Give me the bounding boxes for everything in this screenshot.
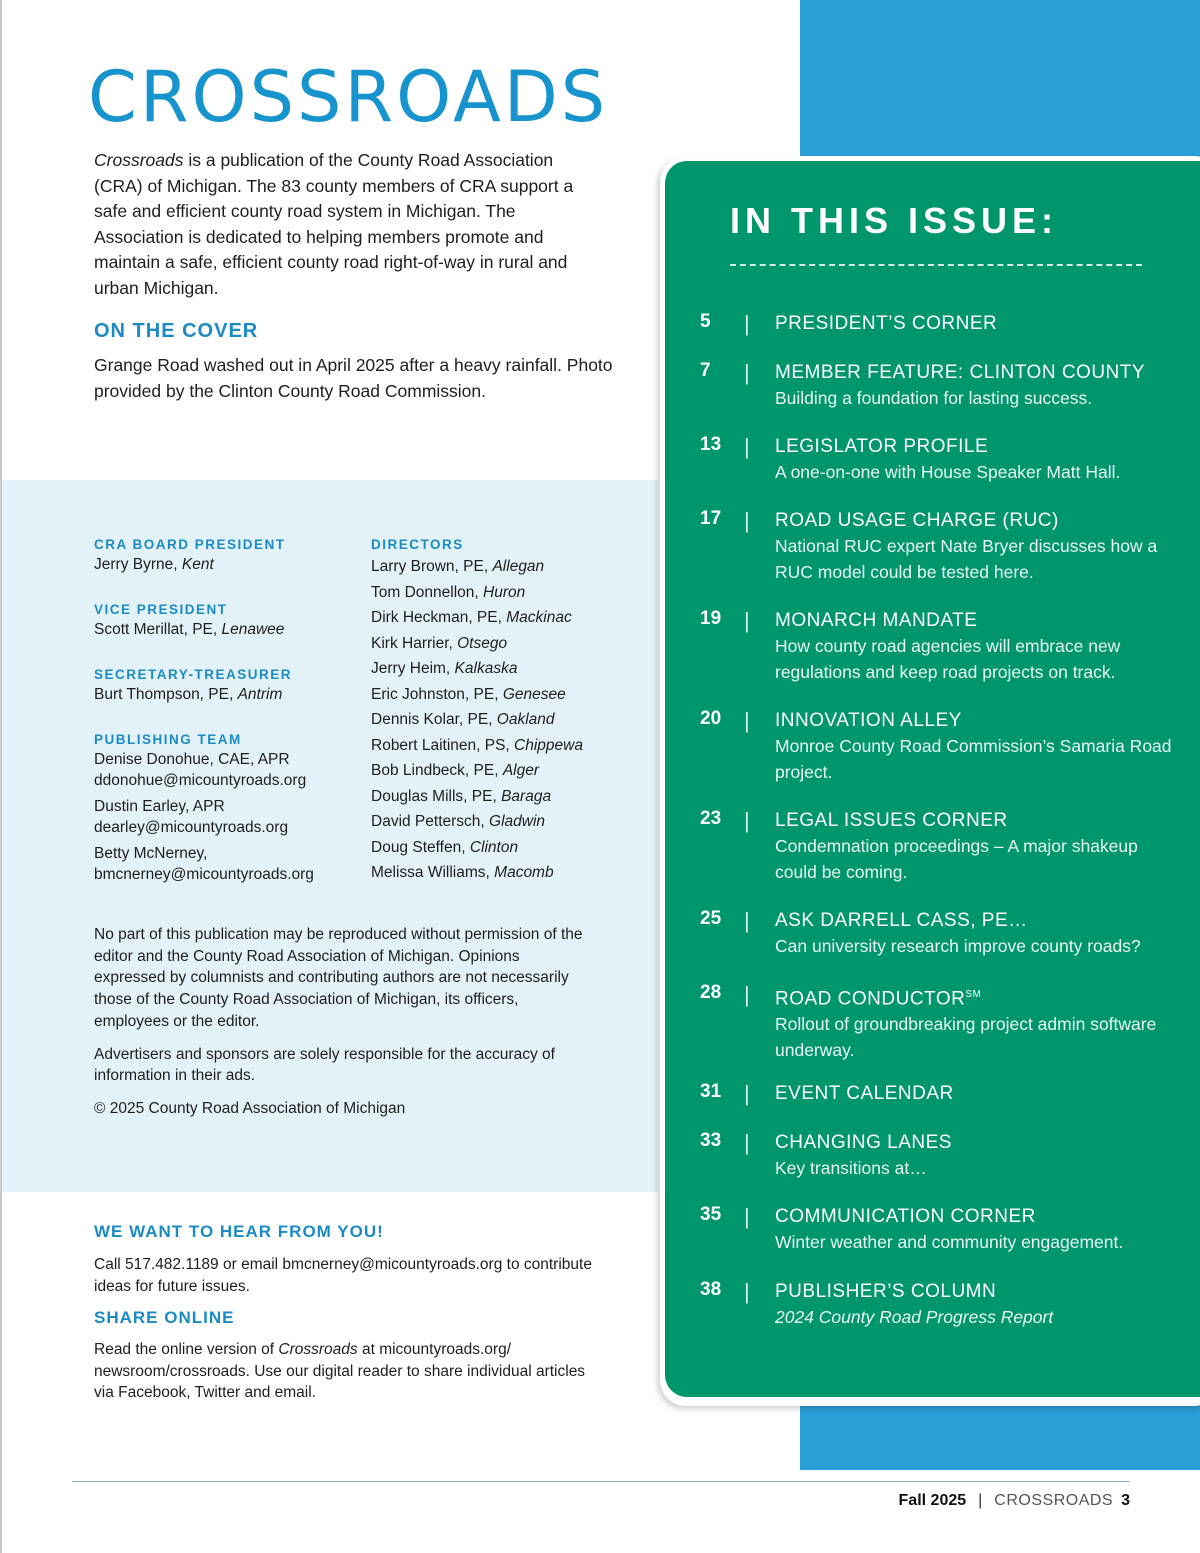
toc-entry-title: MEMBER FEATURE: CLINTON COUNTY bbox=[775, 362, 1146, 383]
toc-divider: | bbox=[744, 1279, 750, 1304]
toc-divider: | bbox=[744, 1130, 750, 1155]
toc-entry-title: PUBLISHER’S COLUMN bbox=[775, 1281, 997, 1302]
masthead-title: CROSSROADS bbox=[88, 56, 609, 138]
directors-list bbox=[371, 554, 651, 886]
toc-divider: | bbox=[744, 708, 750, 733]
contact-email[interactable]: bmcnerney@micountyroads.org bbox=[94, 866, 314, 883]
toc-divider: | bbox=[744, 1204, 750, 1229]
toc-entry-body bbox=[775, 508, 1175, 585]
toc-page-number: 38 bbox=[700, 1279, 722, 1300]
director-item: Bob Lindbeck, PE, Alger bbox=[371, 762, 540, 779]
toc-entry-body bbox=[775, 1081, 1175, 1107]
toc-entry-subtitle: 2024 County Road Progress Report bbox=[775, 1307, 1054, 1327]
footer-rule bbox=[72, 1481, 1130, 1482]
contact-email[interactable]: dearley@micountyroads.org bbox=[94, 819, 289, 836]
secretary-label: SECRETARY-TREASURER bbox=[94, 667, 293, 682]
contact-name: Dustin Earley, APR bbox=[94, 798, 225, 815]
hear-from-you-heading: WE WANT TO HEAR FROM YOU! bbox=[94, 1222, 384, 1241]
directors-column bbox=[371, 536, 651, 886]
toc-page-number: 17 bbox=[700, 508, 722, 529]
toc-divider: | bbox=[744, 608, 750, 633]
toc-divider: | bbox=[744, 808, 750, 833]
toc-entry-subtitle: Monroe County Road Commission’s Samaria Road project. bbox=[775, 736, 1172, 782]
president-label: CRA BOARD PRESIDENT bbox=[94, 537, 286, 552]
vice-president-name: Scott Merillat, PE, Lenawee bbox=[94, 621, 285, 638]
toc-page-number: 33 bbox=[700, 1130, 722, 1151]
director-item: Eric Johnston, PE, Genesee bbox=[371, 685, 566, 703]
director-item: Doug Steffen, Clinton bbox=[371, 838, 519, 856]
toc-entry-title: ROAD CONDUCTOR℠ bbox=[775, 988, 982, 1010]
toc-entry-subtitle: A one-on-one with House Speaker Matt Hall. bbox=[775, 462, 1121, 482]
toc-entry-title: EVENT CALENDAR bbox=[775, 1083, 954, 1104]
toc-dashed-divider bbox=[730, 264, 1142, 266]
publishing-team-group bbox=[94, 731, 354, 885]
cover-caption: Grange Road washed out in April 2025 after a heavy rainfall. Photo provided by the Clinton County Road Commission. bbox=[94, 355, 613, 401]
director-item: Melissa Williams, Macomb bbox=[371, 864, 554, 881]
toc-entry-subtitle: Key transitions at… bbox=[775, 1158, 927, 1178]
footer-page-number: 3 bbox=[1121, 1492, 1130, 1509]
contact-name: Betty McNerney, bbox=[94, 845, 208, 862]
president-name: Jerry Byrne, Kent bbox=[94, 556, 214, 573]
contact-email[interactable]: ddonohue@micountyroads.org bbox=[94, 772, 307, 789]
publishing-contact bbox=[94, 749, 354, 791]
toc-page-number: 7 bbox=[700, 360, 711, 381]
toc-entry-subtitle: Building a foundation for lasting success. bbox=[775, 388, 1093, 408]
toc-page-number: 35 bbox=[700, 1204, 722, 1225]
toc-entry-title: ROAD USAGE CHARGE (RUC) bbox=[775, 510, 1059, 531]
legal-paragraph: No part of this publication may be reproduced without permission of the editor and the County Road Association of Michigan. Opinions expressed by columnists and contributing authors are not necessarily those of the County Road Association of Michigan, its officers, employees or the editor. bbox=[94, 926, 583, 1030]
toc-entry-title: COMMUNICATION CORNER bbox=[775, 1206, 1036, 1227]
toc-entry-body bbox=[775, 434, 1175, 486]
toc-entry-body bbox=[775, 808, 1175, 885]
secretary-name: Burt Thompson, PE, Antrim bbox=[94, 686, 283, 703]
toc-entry-title: MONARCH MANDATE bbox=[775, 610, 978, 631]
board-column bbox=[94, 536, 354, 890]
intro-text: is a publication of the County Road Association (CRA) of Michigan. The 83 county members of CRA support a safe and efficient county road system in Michigan. The Association is dedicated to helping members promote and maintain a safe, efficient county road right-of-way in rural and urban Michigan. bbox=[94, 150, 574, 298]
toc-divider: | bbox=[744, 311, 750, 336]
toc-entry-body bbox=[775, 708, 1175, 785]
intro-publication-name: Crossroads bbox=[94, 150, 184, 170]
vice-president-group bbox=[94, 601, 354, 640]
toc-entry-title: CHANGING LANES bbox=[775, 1132, 952, 1153]
toc-entry-title: ASK DARRELL CASS, PE… bbox=[775, 910, 1028, 931]
toc-entry-body bbox=[775, 1130, 1175, 1182]
director-item: Jerry Heim, Kalkaska bbox=[371, 660, 518, 677]
director-item: Kirk Harrier, Otsego bbox=[371, 634, 508, 652]
intro-paragraph bbox=[94, 148, 604, 302]
hear-from-you-text: Call 517.482.1189 or email bmcnerney@micountyroads.org to contribute ideas for future issues. bbox=[94, 1256, 592, 1295]
toc-page-number: 23 bbox=[700, 808, 722, 829]
president-group bbox=[94, 536, 354, 575]
director-item: David Pettersch, Gladwin bbox=[371, 813, 546, 830]
toc-entry-title: PRESIDENT’S CORNER bbox=[775, 313, 998, 334]
toc-title: IN THIS ISSUE: bbox=[730, 200, 1059, 241]
toc-entry-subtitle: Rollout of groundbreaking project admin software underway. bbox=[775, 1014, 1157, 1060]
toc-entry-body bbox=[775, 1204, 1175, 1256]
legal-notice bbox=[94, 924, 594, 1131]
toc-entry-subtitle: Condemnation proceedings – A major shakeup could be coming. bbox=[775, 836, 1138, 882]
toc-entry-body bbox=[775, 311, 1175, 337]
toc-page-number: 25 bbox=[700, 908, 722, 929]
director-item: Larry Brown, PE, Allegan bbox=[371, 558, 545, 575]
service-mark: SM bbox=[965, 989, 982, 1000]
copyright-line: © 2025 County Road Association of Michigan bbox=[94, 1099, 406, 1117]
advertiser-paragraph: Advertisers and sponsors are solely responsible for the accuracy of information in their ads. bbox=[94, 1045, 555, 1085]
toc-entry-title: INNOVATION ALLEY bbox=[775, 710, 962, 731]
toc-entry-subtitle: How county road agencies will embrace new regulations and keep road projects on track. bbox=[775, 636, 1121, 682]
publishing-team-label: PUBLISHING TEAM bbox=[94, 732, 242, 747]
footer-issue: Fall 2025 bbox=[898, 1492, 967, 1509]
toc-entry-title: LEGAL ISSUES CORNER bbox=[775, 810, 1008, 831]
toc-page-number: 28 bbox=[700, 982, 722, 1003]
toc-divider: | bbox=[744, 908, 750, 933]
toc-page-number: 19 bbox=[700, 608, 722, 629]
footer-publication: CROSSROADS bbox=[994, 1492, 1114, 1509]
footer-divider: | bbox=[978, 1492, 983, 1509]
vice-president-label: VICE PRESIDENT bbox=[94, 602, 228, 617]
toc-entry-title: LEGISLATOR PROFILE bbox=[775, 436, 989, 457]
publishing-contact bbox=[94, 843, 354, 885]
contact-name: Denise Donohue, CAE, APR bbox=[94, 751, 290, 768]
director-item: Tom Donnellon, Huron bbox=[371, 583, 526, 601]
cover-heading: ON THE COVER bbox=[94, 320, 259, 342]
director-item: Dennis Kolar, PE, Oakland bbox=[371, 711, 555, 728]
publishing-contact bbox=[94, 796, 354, 838]
toc-entry-body bbox=[775, 360, 1175, 412]
toc-divider: | bbox=[744, 360, 750, 385]
director-item: Dirk Heckman, PE, Mackinac bbox=[371, 609, 572, 626]
toc-page-number: 5 bbox=[700, 311, 711, 332]
toc-divider: | bbox=[744, 508, 750, 533]
toc-divider: | bbox=[744, 1081, 750, 1106]
director-item: Robert Laitinen, PS, Chippewa bbox=[371, 736, 583, 754]
toc-entry-body bbox=[775, 1279, 1175, 1331]
toc-entry-subtitle: Can university research improve county roads? bbox=[775, 936, 1141, 956]
secretary-group bbox=[94, 666, 354, 705]
toc-page-number: 31 bbox=[700, 1081, 722, 1102]
toc-divider: | bbox=[744, 434, 750, 459]
toc-page-number: 20 bbox=[700, 708, 722, 729]
toc-entry-body bbox=[775, 982, 1175, 1063]
director-item: Douglas Mills, PE, Baraga bbox=[371, 787, 552, 805]
page-footer bbox=[899, 1492, 1130, 1510]
toc-entry-subtitle: National RUC expert Nate Bryer discusses how a RUC model could be tested here. bbox=[775, 536, 1158, 582]
toc-divider: | bbox=[744, 982, 750, 1007]
share-online-text: Read the online version of Crossroads at micountyroads.org/ newsroom/crossroads. Use our digital reader to share individual articles via Facebook, Twitter and email. bbox=[94, 1341, 586, 1402]
toc-entry-body bbox=[775, 608, 1175, 685]
toc-entry-body bbox=[775, 908, 1175, 960]
toc-page-number: 13 bbox=[700, 434, 722, 455]
toc-entry-subtitle: Winter weather and community engagement. bbox=[775, 1232, 1124, 1252]
directors-label: DIRECTORS bbox=[371, 537, 464, 552]
share-online-heading: SHARE ONLINE bbox=[94, 1308, 235, 1327]
